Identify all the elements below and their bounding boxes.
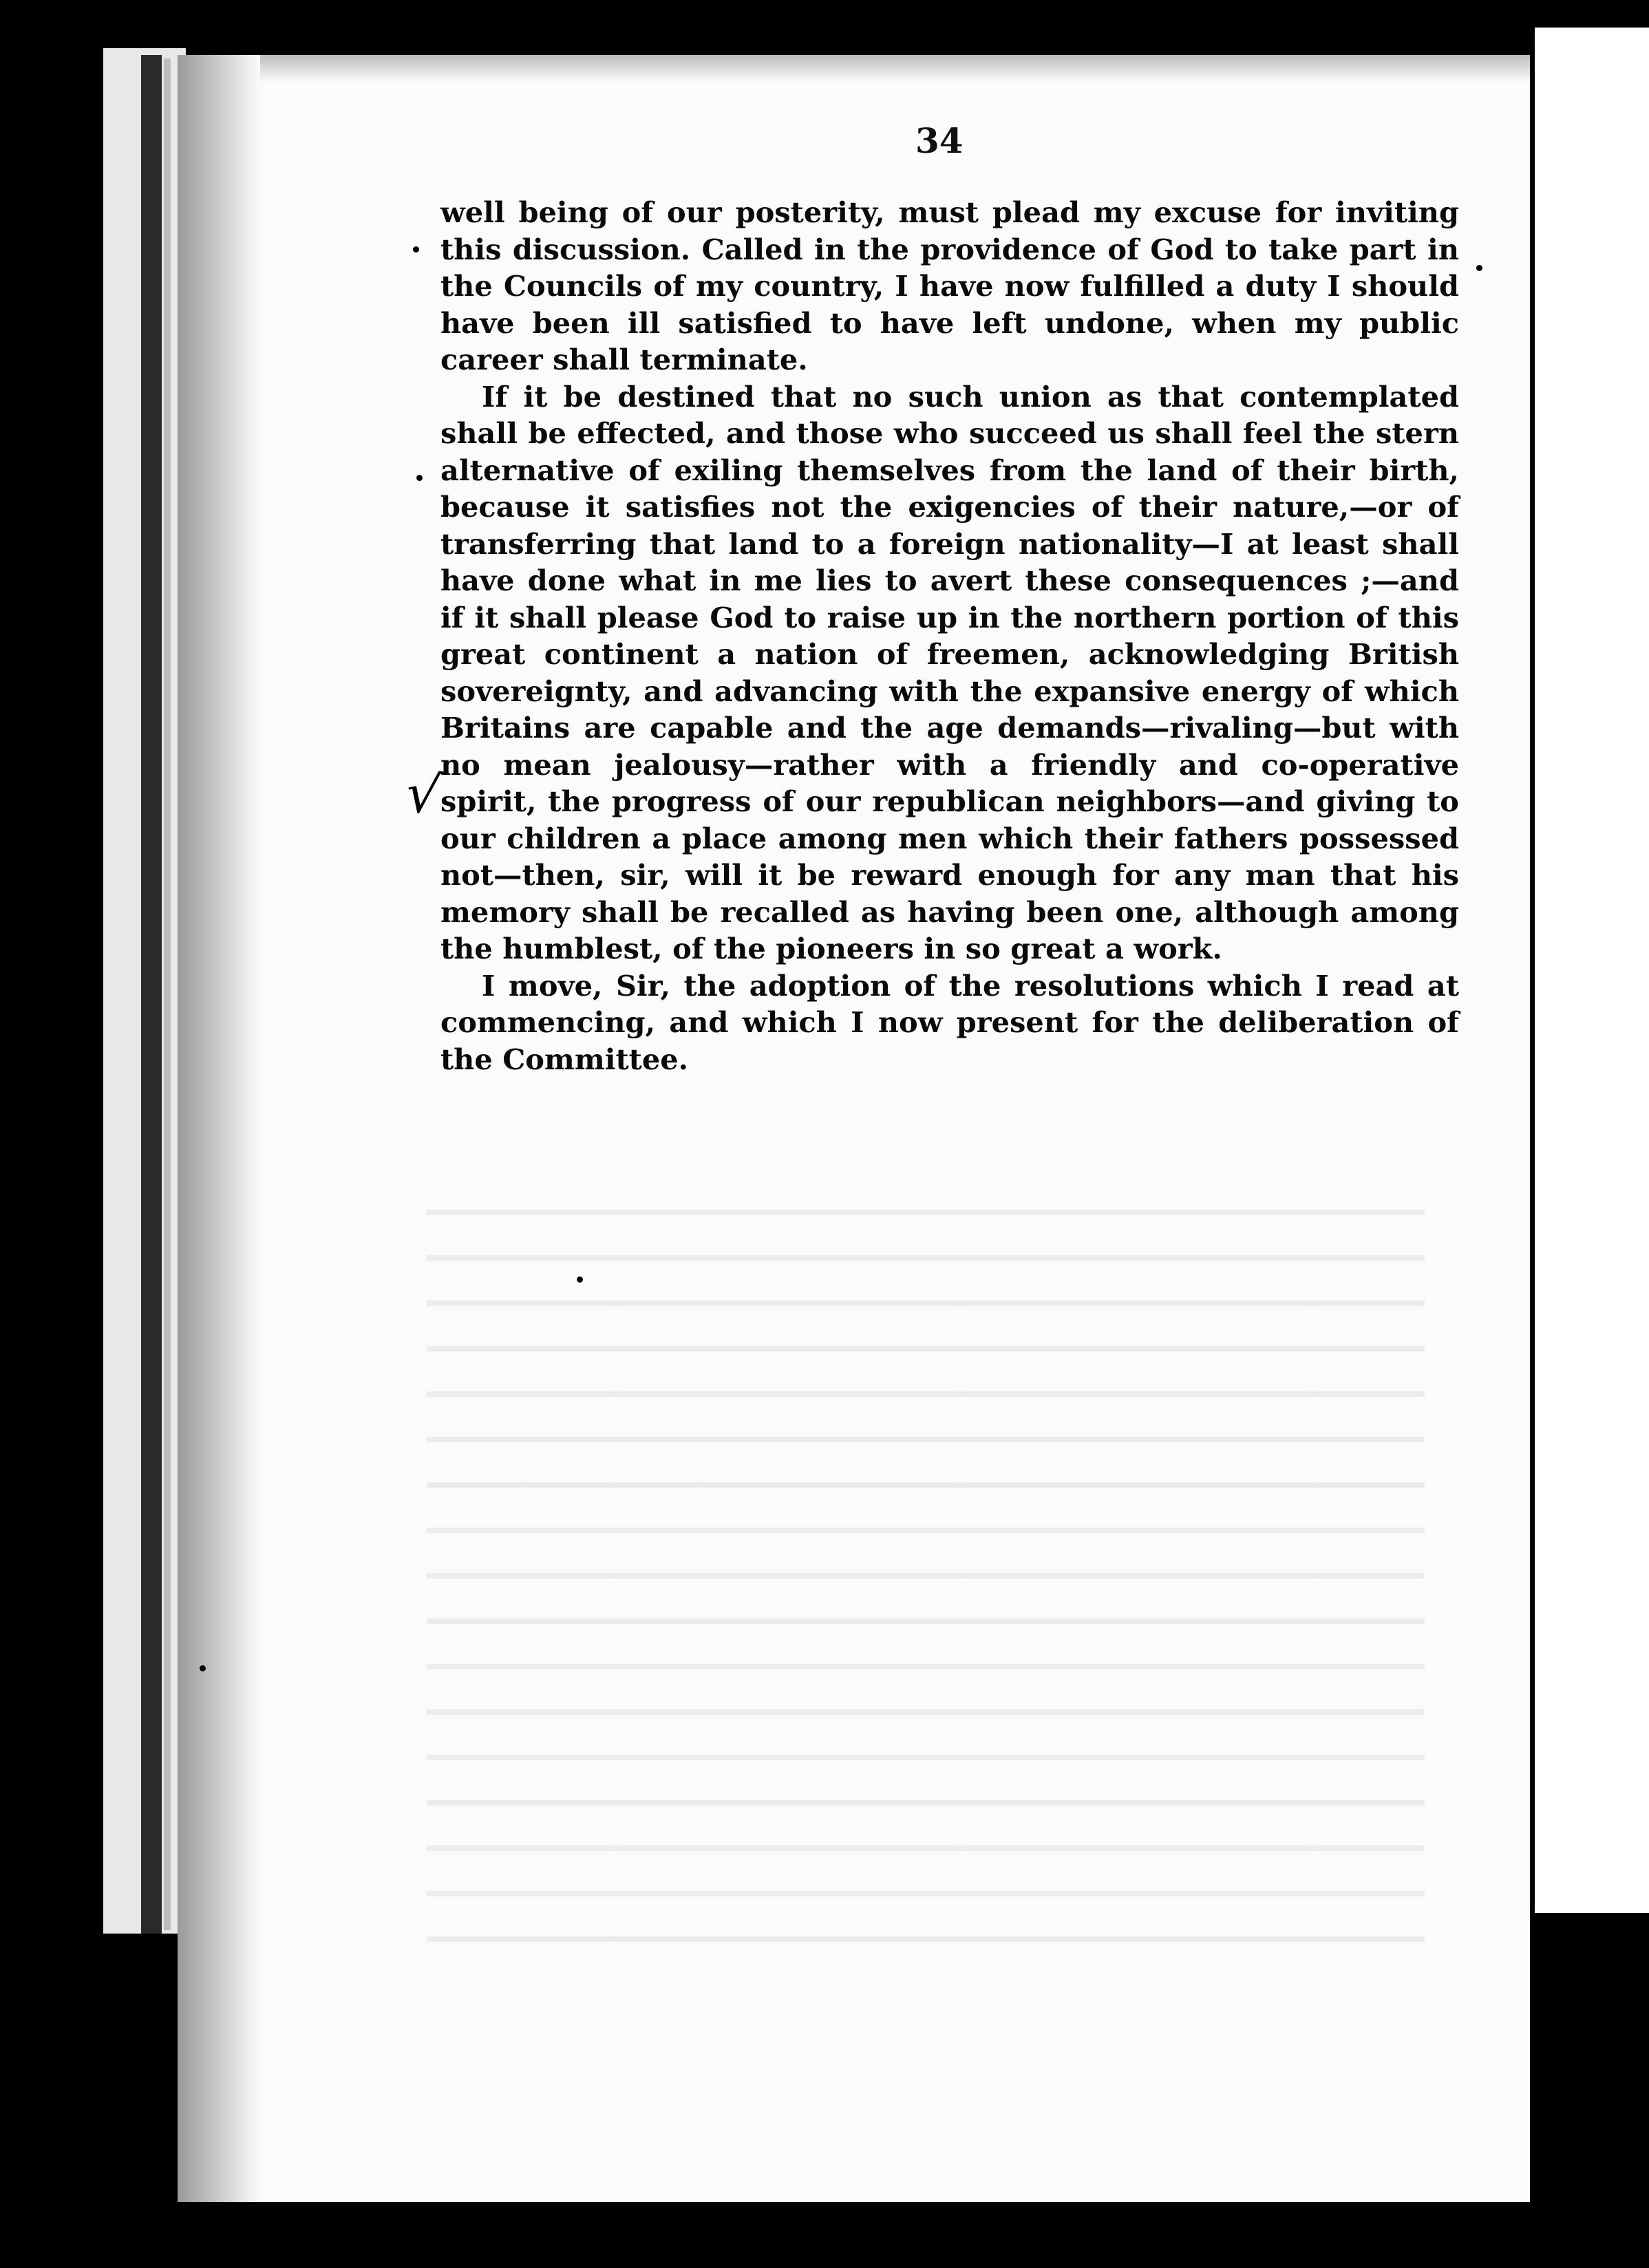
speck: [413, 246, 419, 253]
page-number: 34: [915, 120, 964, 161]
speck: [200, 1665, 206, 1671]
page-edge-inner: [164, 58, 171, 1930]
speck: [577, 1276, 583, 1283]
margin-check-mark: √: [401, 761, 445, 828]
adjacent-page: [1535, 28, 1649, 1913]
paragraph-1: well being of our posterity, must plead my excuse for inviting this discussion. Called in the providence of God to take part in the Councils of my country, I have now fulfilled a duty I should have been ill satisfied to have left undone, when my public career shall terminate.: [440, 195, 1459, 376]
paragraph-3: I move, Sir, the adoption of the resolutions which I read at commencing, and which I now present for the deliberation of the Committee.: [440, 968, 1459, 1076]
body-text: [440, 194, 1459, 1078]
page-edge-shadow: [141, 55, 162, 1934]
speck: [416, 475, 423, 481]
page-shadow-top: [178, 55, 1530, 83]
paragraph-2: If it be destined that no such union as that contemplated shall be effected, and those who succeed us shall feel the stern alternative of exiling themselves from the land of their birth, because it satisfies not the exigencies of their nature,—or of transferring that land to a foreign nationality—I at least shall have done what in me lies to avert these consequences ;—and if it shall please God to raise up in the northern portion of this great continent a nation of freemen, acknowledging British sovereignty, and advancing with the expansive energy of which Britains are capable and the age demands—rivaling—but with no mean jealousy—rather with a friendly and co-operative spirit, the progress of our republican neighbors—and giving to our children a place among men which their fathers possessed not—then, sir, will it be reward enough for any man that his memory shall be recalled as having been one, although among the humblest, of the pioneers in so great a work.: [440, 379, 1459, 965]
page-shadow-left: [178, 55, 260, 2202]
bleed-through-text: [427, 1184, 1425, 1954]
speck: [1476, 265, 1482, 271]
